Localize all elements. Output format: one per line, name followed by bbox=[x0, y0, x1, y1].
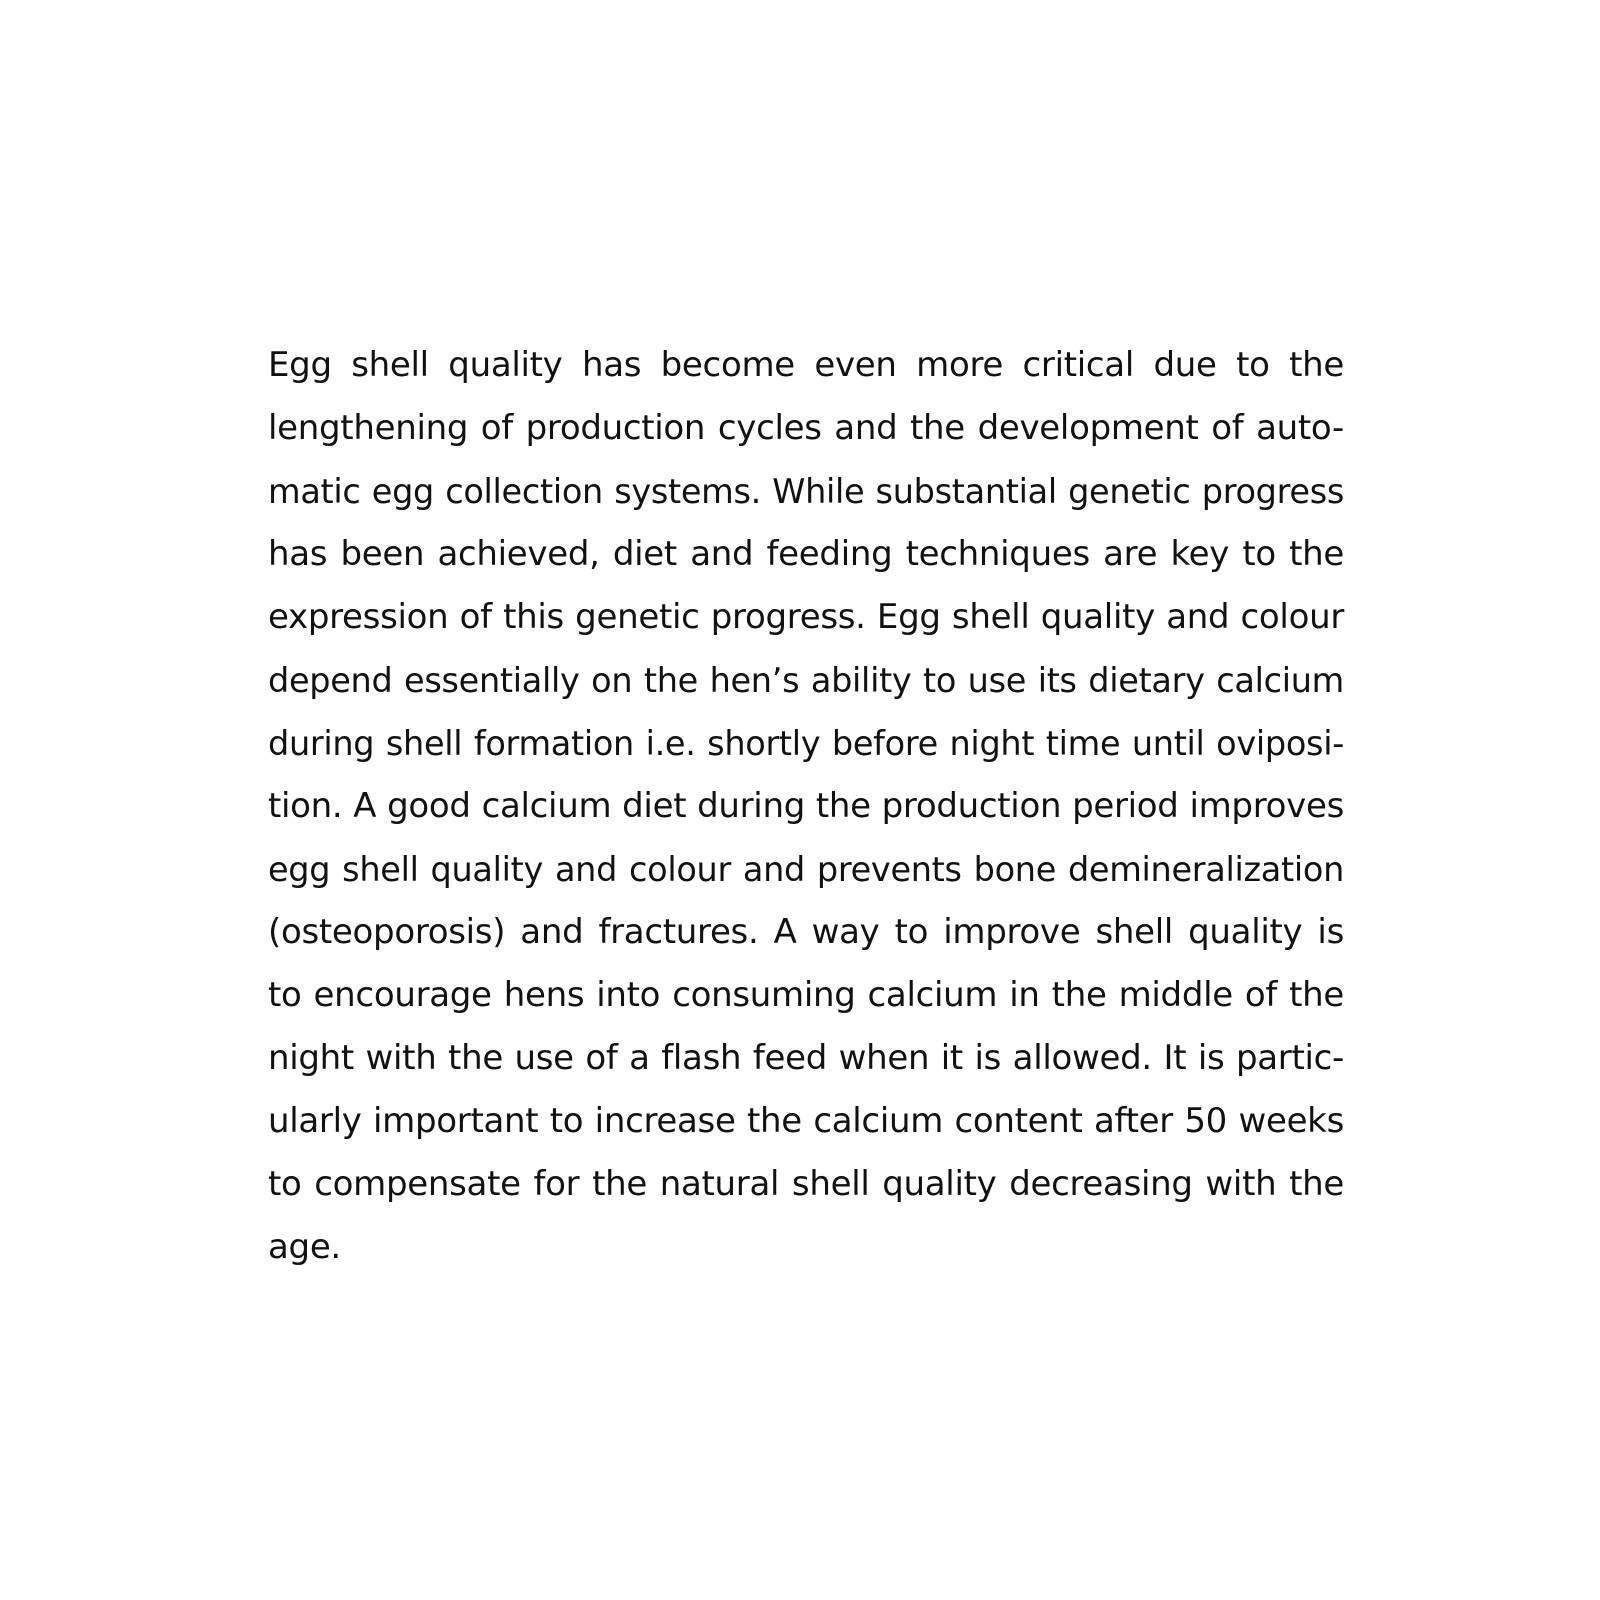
paragraph-line: matic egg collection systems. While substantial genetic progress bbox=[268, 472, 1344, 511]
paragraph-line: to encourage hens into consuming calcium in the middle of the bbox=[268, 975, 1344, 1015]
paragraph-line: has been achieved, diet and feeding techniques are key to the bbox=[268, 534, 1344, 574]
paragraph-line: night with the use of a flash feed when it is allowed. It is partic- bbox=[268, 1038, 1344, 1078]
paragraph-line: during shell formation i.e. shortly before night time until oviposi- bbox=[268, 724, 1344, 763]
paragraph-line: lengthening of production cycles and the development of auto- bbox=[268, 408, 1344, 448]
paragraph-line: Egg shell quality has become even more critical due to the bbox=[268, 345, 1344, 385]
paragraph-line: expression of this genetic progress. Egg shell quality and colour bbox=[268, 597, 1344, 637]
paragraph-line: to compensate for the natural shell quality decreasing with the bbox=[268, 1164, 1344, 1204]
paragraph-line: (osteoporosis) and fractures. A way to improve shell quality is bbox=[268, 912, 1344, 952]
paragraph-line: depend essentially on the hen’s ability to use its dietary calcium bbox=[268, 661, 1344, 700]
paragraph-line: ularly important to increase the calcium content after 50 weeks bbox=[268, 1101, 1344, 1141]
body-paragraph bbox=[268, 334, 1344, 1279]
paragraph-line-last: age. bbox=[268, 1227, 341, 1267]
paragraph-line: tion. A good calcium diet during the production period improves bbox=[268, 786, 1344, 826]
paragraph-line: egg shell quality and colour and prevents bone demineralization bbox=[268, 850, 1344, 889]
